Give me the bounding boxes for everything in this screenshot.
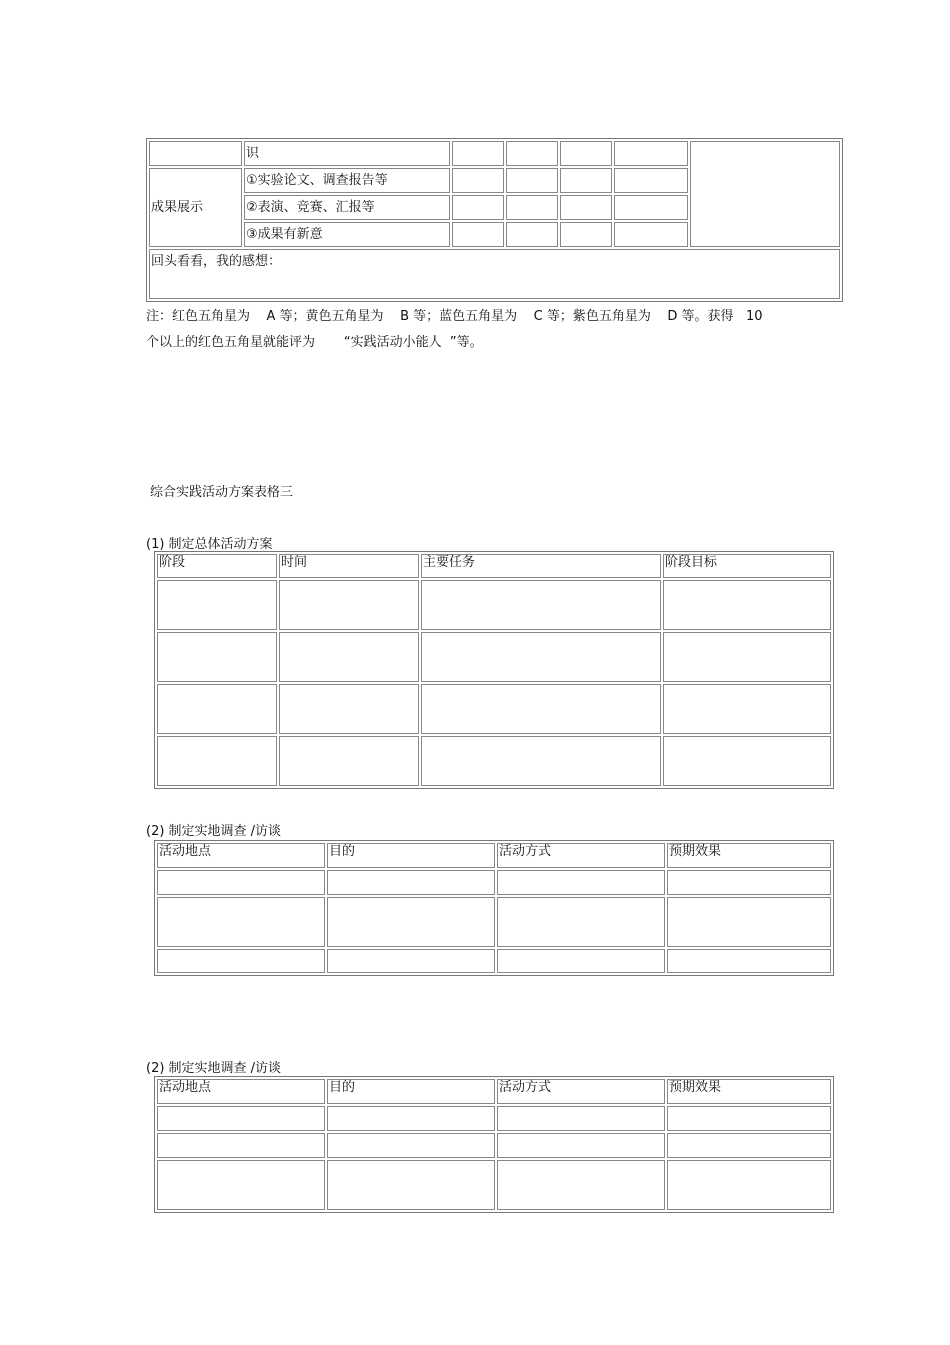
table-cell bbox=[421, 632, 661, 682]
table-cell bbox=[497, 1160, 665, 1210]
table-cell bbox=[497, 1133, 665, 1158]
header-cell: 预期效果 bbox=[667, 843, 831, 868]
table-cell bbox=[157, 684, 277, 734]
plan3-heading: (2) 制定实地调查 /访谈 bbox=[146, 1061, 282, 1076]
table-cell bbox=[421, 736, 661, 786]
table-cell bbox=[327, 1106, 495, 1131]
header-cell: 活动方式 bbox=[497, 1079, 665, 1104]
table-cell bbox=[663, 580, 831, 630]
table-cell bbox=[327, 1160, 495, 1210]
table-cell bbox=[157, 897, 325, 947]
table-cell bbox=[157, 1160, 325, 1210]
header-cell: 主要任务 bbox=[421, 554, 661, 578]
table-cell bbox=[421, 580, 661, 630]
table-cell bbox=[157, 736, 277, 786]
score-cell bbox=[560, 195, 612, 220]
table-cell bbox=[327, 949, 495, 973]
plan1-heading: (1) 制定总体活动方案 bbox=[146, 537, 273, 552]
score-cell bbox=[614, 168, 688, 193]
score-cell bbox=[452, 195, 504, 220]
table-cell bbox=[667, 870, 831, 895]
reflection-cell: 回头看看，我的感想： bbox=[149, 249, 840, 299]
score-cell bbox=[452, 168, 504, 193]
score-cell bbox=[452, 222, 504, 247]
criteria-cell: ②表演、竞赛、汇报等 bbox=[244, 195, 450, 220]
table-cell bbox=[663, 736, 831, 786]
evaluation-table bbox=[146, 138, 843, 302]
plan2-heading: (2) 制定实地调查 /访谈 bbox=[146, 824, 282, 839]
table-cell bbox=[157, 632, 277, 682]
header-cell: 活动方式 bbox=[497, 843, 665, 868]
header-cell: 活动地点 bbox=[157, 1079, 325, 1104]
field-survey-table-2 bbox=[154, 1076, 834, 1213]
header-cell: 阶段 bbox=[157, 554, 277, 578]
score-cell bbox=[452, 141, 504, 166]
table-cell bbox=[279, 736, 419, 786]
note-line: 注：红色五角星为 A 等；黄色五角星为 B 等；蓝色五角星为 C 等；紫色五角星为 D 等。获得 10 bbox=[146, 309, 763, 324]
table-cell bbox=[497, 949, 665, 973]
category-cell: 成果展示 bbox=[149, 168, 242, 247]
header-cell: 目的 bbox=[327, 1079, 495, 1104]
table-cell bbox=[157, 580, 277, 630]
table-cell bbox=[667, 1160, 831, 1210]
table-cell bbox=[279, 632, 419, 682]
score-cell bbox=[614, 141, 688, 166]
table-cell bbox=[667, 949, 831, 973]
table-cell bbox=[497, 870, 665, 895]
grading-note bbox=[146, 304, 856, 356]
header-cell: 目的 bbox=[327, 843, 495, 868]
table-cell bbox=[279, 684, 419, 734]
remarks-cell bbox=[690, 141, 840, 247]
table-cell bbox=[663, 684, 831, 734]
table-cell bbox=[157, 1106, 325, 1131]
score-cell bbox=[506, 222, 558, 247]
table-cell bbox=[157, 870, 325, 895]
table-cell bbox=[667, 897, 831, 947]
criteria-cell: ③成果有新意 bbox=[244, 222, 450, 247]
table-cell bbox=[497, 897, 665, 947]
section-title: 综合实践活动方案表格三 bbox=[150, 485, 294, 500]
header-cell: 时间 bbox=[279, 554, 419, 578]
score-cell bbox=[506, 195, 558, 220]
table-cell bbox=[421, 684, 661, 734]
table-cell bbox=[327, 897, 495, 947]
table-cell bbox=[663, 632, 831, 682]
table-cell bbox=[667, 1106, 831, 1131]
note-line: 个以上的红色五角星就能评为 “实践活动小能人 ”等。 bbox=[146, 335, 483, 350]
score-cell bbox=[506, 168, 558, 193]
field-survey-table bbox=[154, 840, 834, 976]
header-cell: 预期效果 bbox=[667, 1079, 831, 1104]
table-cell bbox=[157, 949, 325, 973]
table-cell bbox=[279, 580, 419, 630]
table-cell bbox=[157, 1133, 325, 1158]
table-cell bbox=[667, 1133, 831, 1158]
criteria-cell: ①实验论文、调查报告等 bbox=[244, 168, 450, 193]
score-cell bbox=[560, 222, 612, 247]
score-cell bbox=[506, 141, 558, 166]
header-cell: 活动地点 bbox=[157, 843, 325, 868]
score-cell bbox=[614, 195, 688, 220]
table-cell bbox=[327, 1133, 495, 1158]
table-cell bbox=[327, 870, 495, 895]
score-cell bbox=[560, 168, 612, 193]
criteria-cell: 识 bbox=[244, 141, 450, 166]
category-cell bbox=[149, 141, 242, 166]
table-cell bbox=[497, 1106, 665, 1131]
score-cell bbox=[560, 141, 612, 166]
header-cell: 阶段目标 bbox=[663, 554, 831, 578]
score-cell bbox=[614, 222, 688, 247]
overall-plan-table bbox=[154, 551, 834, 789]
